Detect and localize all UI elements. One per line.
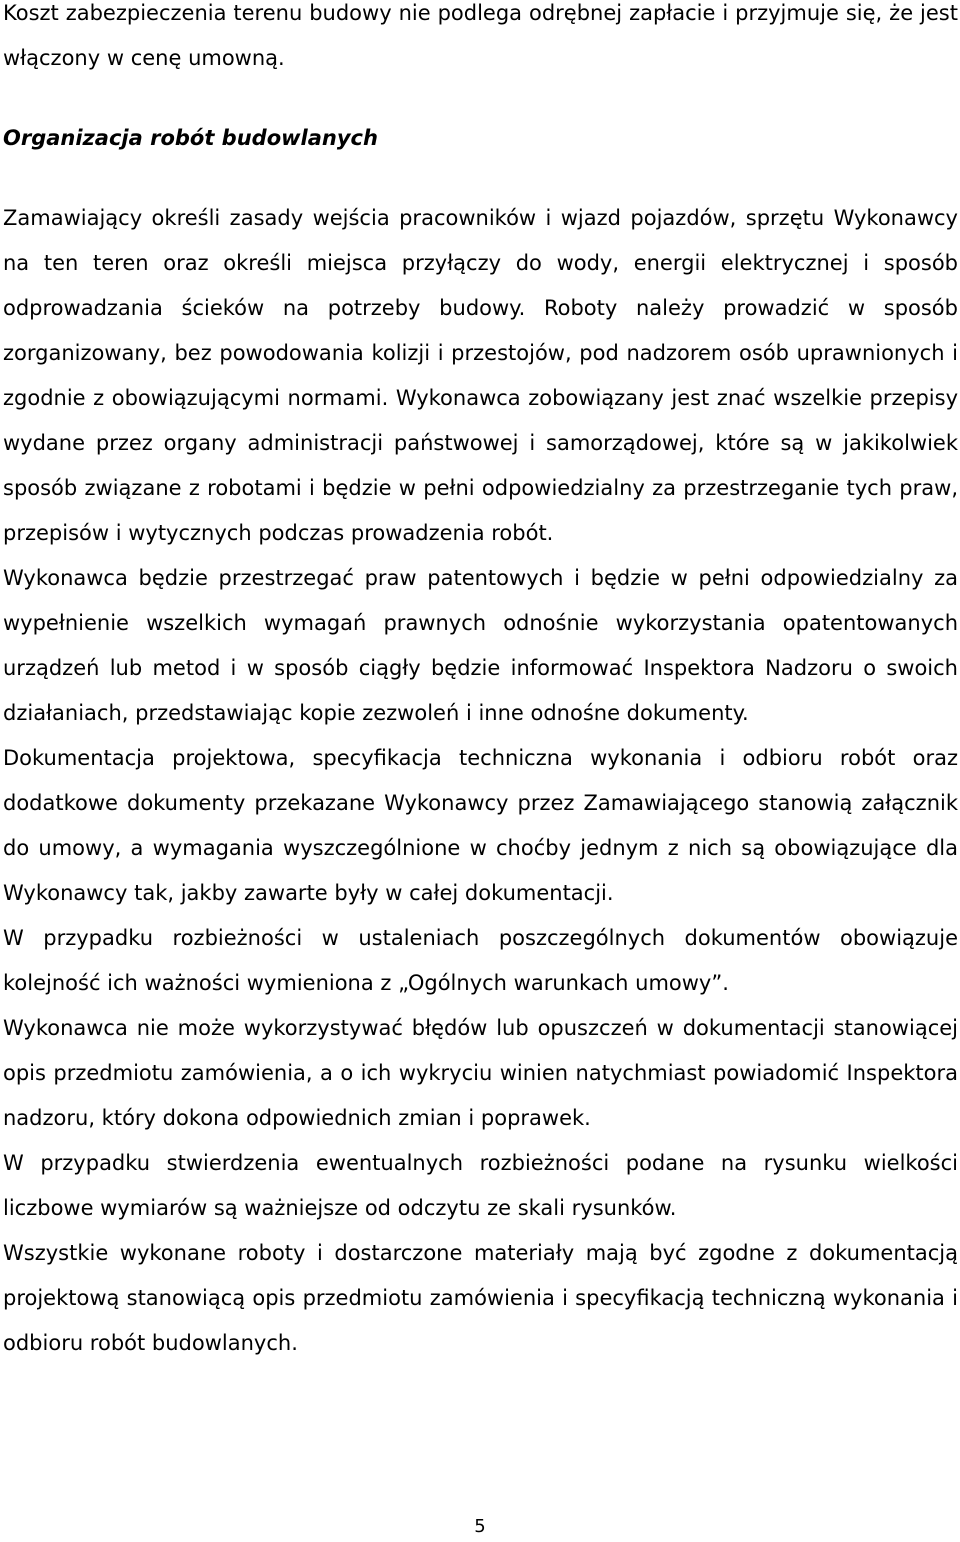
paragraph: W przypadku stwierdzenia ewentualnych rozbieżności podane na rysunku wielkości liczbowe wymiarów są ważniejsze od odczytu ze skali rysunków. (3, 1151, 958, 1220)
section-title: Organizacja robót budowlanych (3, 126, 378, 150)
paragraph: W przypadku rozbieżności w ustaleniach poszczególnych dokumentów obowiązuje kolejność ich ważności wymieniona z „Ogólnych warunkach umowy”. (3, 926, 958, 995)
paragraph: Wykonawca nie może wykorzystywać błędów lub opuszczeń w dokumentacji stanowiącej opis przedmiotu zamówienia, a o ich wykryciu winien natychmiast powiadomić Inspektora nadzoru, który dokona odpowiednich zmian i poprawek. (3, 1016, 958, 1130)
paragraph: Wykonawca będzie przestrzegać praw patentowych i będzie w pełni odpowiedzialny za wypełnienie wszelkich wymagań prawnych odnośnie wykorzystania opatentowanych urządzeń lub metod i w sposób ciągły będzie informować Inspektora Nadzoru o swoich działaniach, przedstawiając kopie zezwoleń i inne odnośne dokumenty. (3, 566, 958, 725)
paragraph: Dokumentacja projektowa, specyfikacja techniczna wykonania i odbioru robót oraz dodatkowe dokumenty przekazane Wykonawcy przez Zamawiającego stanowią załącznik do umowy, a wymagania wyszczególnione w choćby jednym z nich są obowiązujące dla Wykonawcy tak, jakby zawarte były w całej dokumentacji. (3, 746, 958, 905)
paragraph: Wszystkie wykonane roboty i dostarczone materiały mają być zgodne z dokumentacją projektową stanowiącą opis przedmiotu zamówienia i specyfikacją techniczną wykonania i odbioru robót budowlanych. (3, 1241, 958, 1355)
intro-paragraph: Koszt zabezpieczenia terenu budowy nie podlega odrębnej zapłacie i przyjmuje się, że jest włączony w cenę umowną. (3, 1, 958, 70)
page-number: 5 (474, 1516, 486, 1537)
document-page (3, 0, 958, 1366)
paragraph: Zamawiający określi zasady wejścia pracowników i wjazd pojazdów, sprzętu Wykonawcy na ten teren oraz określi miejsca przyłączy do wody, energii elektrycznej i sposób odprowadzania ścieków na potrzeby budowy. Roboty należy prowadzić w sposób zorganizowany, bez powodowania kolizji i przestojów, pod nadzorem osób uprawnionych i zgodnie z obowiązującymi normami. Wykonawca zobowiązany jest znać wszelkie przepisy wydane przez organy administracji państwowej i samorządowej, które są w jakikolwiek sposób związane z robotami i będzie w pełni odpowiedzialny za przestrzeganie tych praw, przepisów i wytycznych podczas prowadzenia robót. (3, 206, 958, 545)
